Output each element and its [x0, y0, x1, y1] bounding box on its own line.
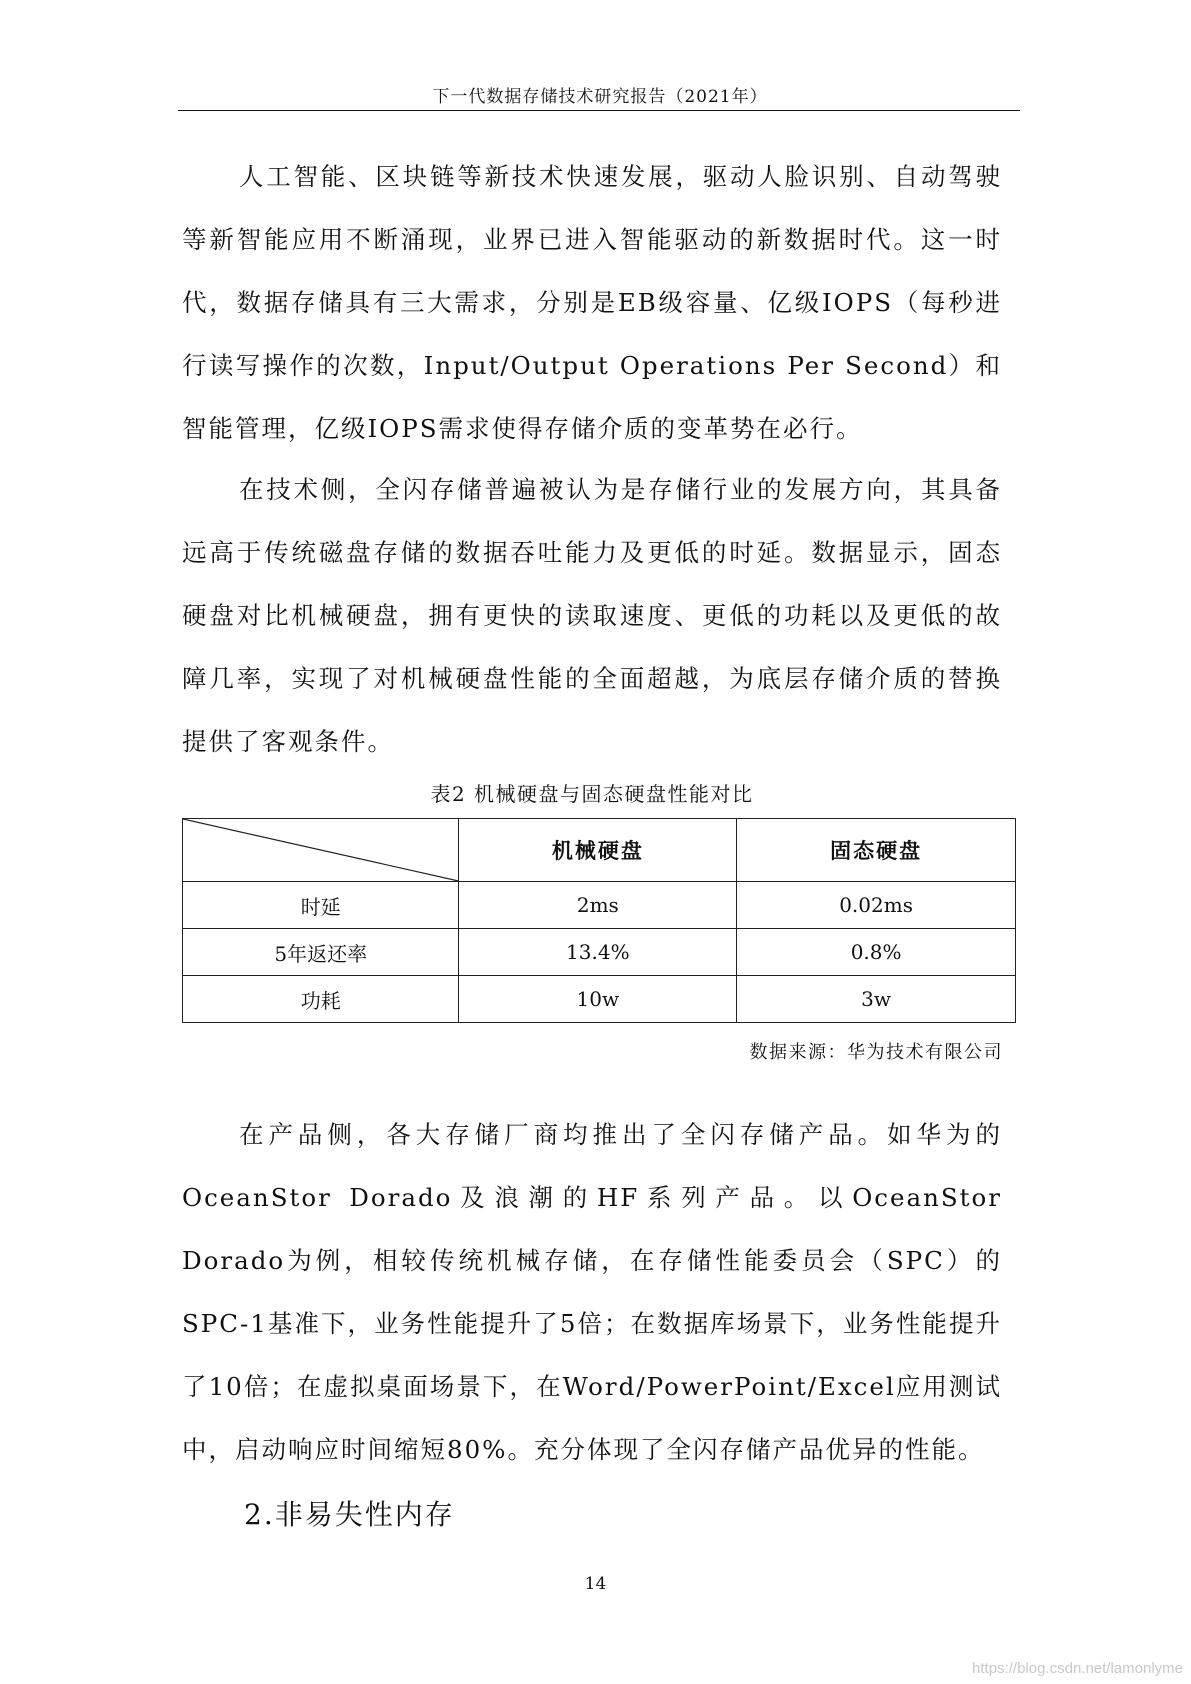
column-header-ssd: 固态硬盘 [737, 819, 1016, 882]
diagonal-line [183, 819, 458, 881]
cell-hdd-return-rate: 13.4% [459, 929, 737, 976]
paragraph-1: 人工智能、区块链等新技术快速发展，驱动人脸识别、自动驾驶等新智能应用不断涌现，业界已进入智能驱动的新数据时代。这一时代，数据存储具有三大需求，分别是EB级容量、亿级IOPS（每秒进行读写操作的次数，Input/Output Operations Per Second）和智能管理，亿级IOPS需求使得存储介质的变革势在必行。 [182, 162, 1002, 443]
cell-hdd-latency: 2ms [459, 882, 737, 929]
table-row [183, 882, 1016, 929]
header-title: 下一代数据存储技术研究报告（2021年） [432, 87, 768, 107]
table-header-row [183, 819, 1016, 882]
row-label-power: 功耗 [183, 976, 459, 1023]
column-header-hdd: 机械硬盘 [459, 819, 737, 882]
table-row [183, 929, 1016, 976]
table-caption: 表2 机械硬盘与固态硬盘性能对比 [430, 782, 754, 806]
row-label-return-rate: 5年返还率 [183, 929, 459, 976]
cell-ssd-return-rate: 0.8% [737, 929, 1016, 976]
data-source-note: 数据来源：华为技术有限公司 [749, 1042, 1003, 1063]
table-row [183, 976, 1016, 1023]
page-number: 14 [584, 1574, 607, 1594]
cell-ssd-latency: 0.02ms [737, 882, 1016, 929]
cell-ssd-power: 3w [737, 976, 1016, 1023]
table-corner-cell [183, 819, 459, 882]
paragraph-2: 在技术侧，全闪存储普遍被认为是存储行业的发展方向，其具备远高于传统磁盘存储的数据吞吐能力及更低的时延。数据显示，固态硬盘对比机械硬盘，拥有更快的读取速度、更低的功耗以及更低的故障几率，实现了对机械硬盘性能的全面超越，为底层存储介质的替换提供了客观条件。 [182, 475, 1002, 756]
section-heading: 2.非易失性内存 [244, 1498, 455, 1531]
paragraph-3: 在产品侧，各大存储厂商均推出了全闪存储产品。如华为的OceanStor Dorado及浪潮的HF系列产品。以OceanStor Dorado为例，相较传统机械存储，在存储性能委员会（SPC）的SPC-1基准下，业务性能提升了5倍；在数据库场景下，业务性能提升了10倍；在虚拟桌面场景下，在Word/PowerPoint/Excel应用测试中，启动响应时间缩短80%。充分体现了全闪存储产品优异的性能。 [182, 1120, 1002, 1464]
watermark: https://blog.csdn.net/lamonlyme [972, 1660, 1183, 1677]
header-rule [178, 110, 1020, 111]
row-label-latency: 时延 [183, 882, 459, 929]
comparison-table [182, 818, 1016, 1023]
cell-hdd-power: 10w [459, 976, 737, 1023]
